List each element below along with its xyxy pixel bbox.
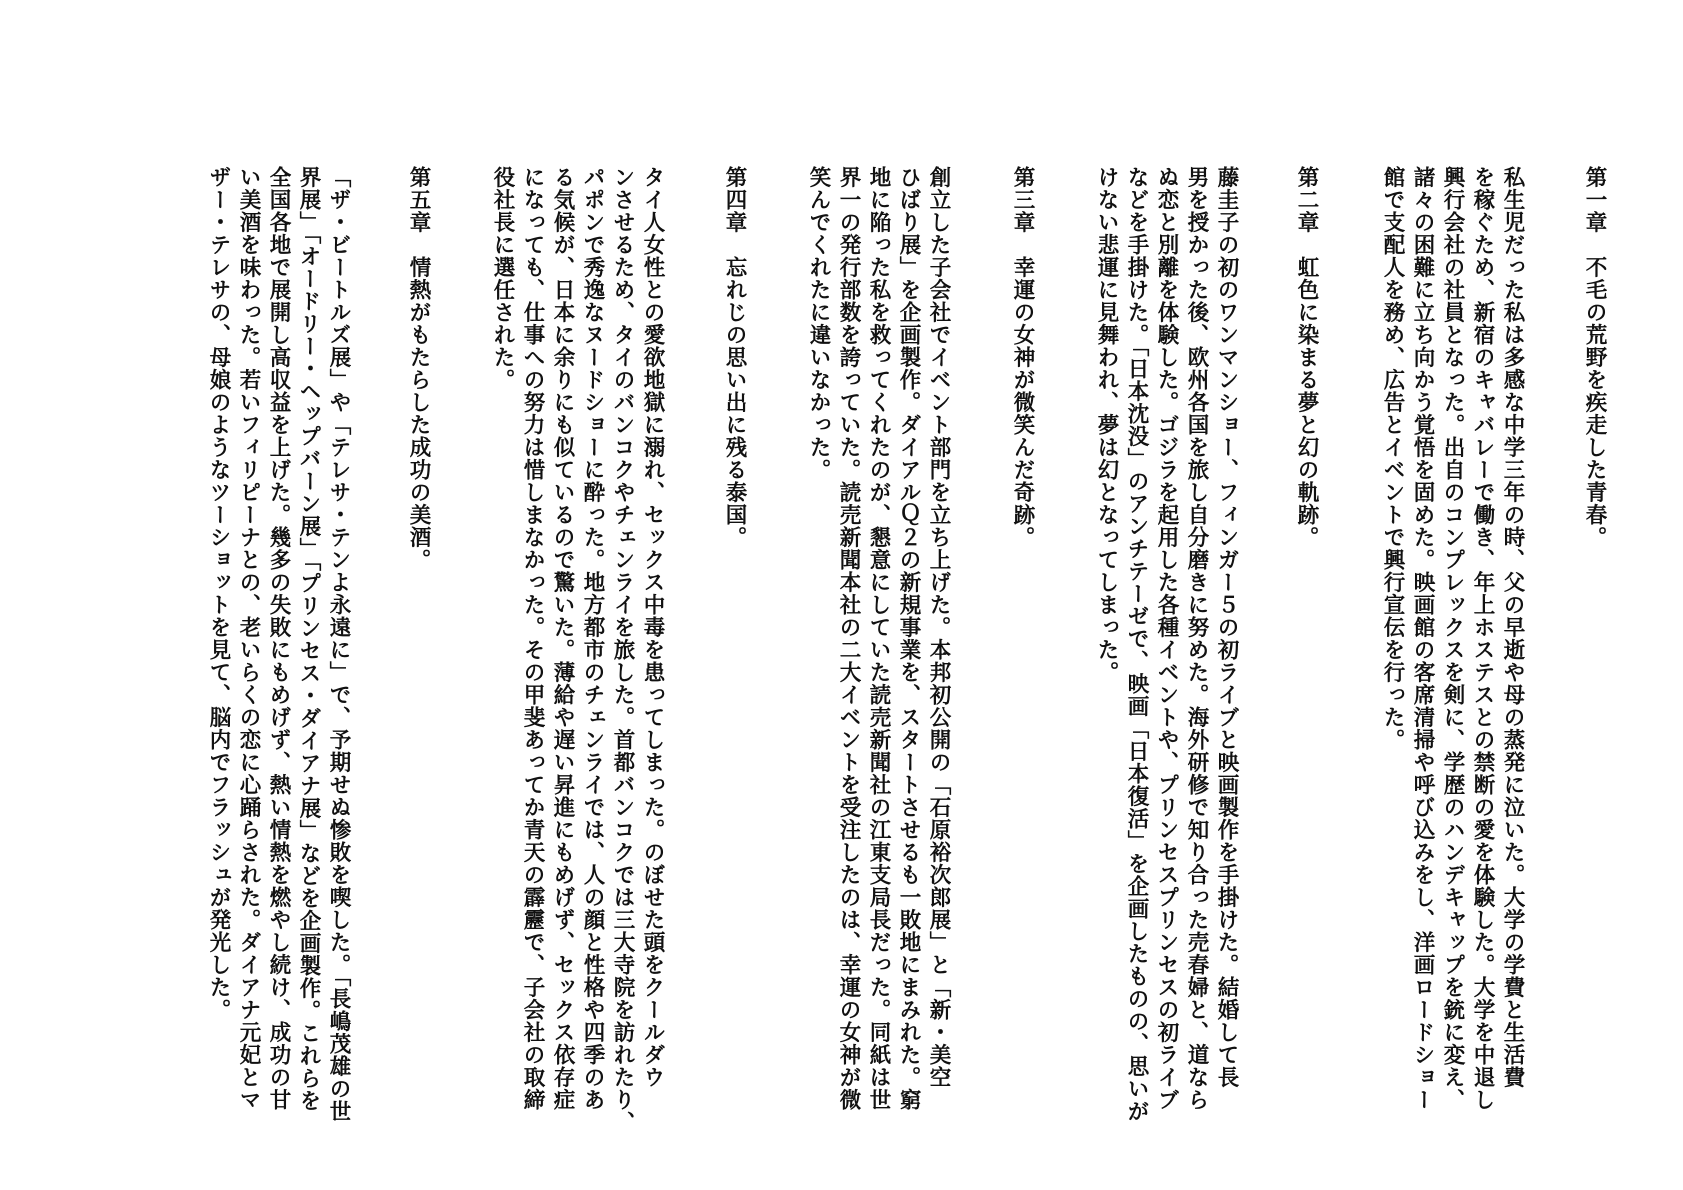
chapter-3-line: 創立した子会社でイベント部門を立ち上げた。本邦初公開の「石原裕次郎展」と「新・美空 — [926, 166, 951, 1089]
chapter-2-line: けない悲運に見舞われ、夢は幻となってしまった。 — [1094, 166, 1119, 684]
chapter-3-line: ひばり展」を企画製作。ダイアルＱ２の新規事業を、スタートさせるも一敗地にまみれた。窮 — [896, 166, 921, 1111]
chapter-3-title: 第三章 幸運の女神が微笑んだ奇跡。 — [1010, 166, 1035, 549]
chapter-5-line: 「ザ・ビートルズ展」や「テレサ・テンよ永遠に」で、予期せぬ惨敗を喫した。「長嶋茂雄の世 — [326, 166, 351, 1123]
chapter-1-line: 興行会社の社員となった。出自のコンプレックスを剣に、学歴のハンデキャップを銃に変え、 — [1440, 166, 1465, 1111]
chapter-4-line: る気候が、日本に余りにも似ているので驚いた。薄給や遅い昇進にもめげず、セックス依存症 — [550, 166, 575, 1111]
chapter-1-line: 館で支配人を務め、広告とイベントで興行宣伝を行った。 — [1380, 166, 1405, 751]
chapter-5-title: 第五章 情熱がもたらした成功の美酒。 — [406, 166, 431, 571]
chapter-1-line: 諸々の困難に立ち向かう覚悟を固めた。映画館の客席清掃や呼び込みをし、洋画ロードショー — [1410, 166, 1435, 1111]
chapter-5-line: 全国各地で展開し高収益を上げた。幾多の失敗にもめげず、熱い情熱を燃やし続け、成功の甘 — [266, 166, 291, 1111]
chapter-4-line: ンさせるため、タイのバンコクやチェンライを旅した。首都バンコクでは三大寺院を訪れたり、 — [610, 166, 635, 1134]
chapter-4-line: パポンで秀逸なヌードショーに酔った。地方都市のチェンライでは、人の顔と性格や四季のあ — [580, 166, 605, 1111]
chapter-1-title: 第一章 不毛の荒野を疾走した青春。 — [1582, 166, 1607, 549]
chapter-2-title: 第二章 虹色に染まる夢と幻の軌跡。 — [1294, 166, 1319, 549]
chapter-5-line: 界展」「オードリー・ヘップバーン展」「プリンセス・ダイアナ展」などを企画製作。これらを — [296, 166, 321, 1112]
chapter-2-line: 男を授かった後、欧州各国を旅し自分磨きに努めた。海外研修で知り合った売春婦と、道なら — [1184, 166, 1209, 1111]
chapter-1-line: 私生児だった私は多感な中学三年の時、父の早逝や母の蒸発に泣いた。大学の学費と生活費 — [1500, 166, 1525, 1089]
chapter-2-line: ぬ恋と別離を体験した。ゴジラを起用した各種イベントや、プリンセスプリンセスの初ライブ — [1154, 166, 1179, 1111]
chapter-3-line: 界一の発行部数を誇っていた。読売新聞本社の二大イベントを受注したのは、幸運の女神が微 — [836, 166, 861, 1111]
chapter-1-line: を稼ぐため、新宿のキャバレーで働き、年上ホステスとの禁断の愛を体験した。大学を中退し — [1470, 166, 1495, 1111]
chapter-4-line: になっても、仕事への努力は惜しまなかった。その甲斐あってか青天の霹靂で、子会社の取締 — [520, 166, 545, 1111]
chapter-4-line: 役社長に選任された。 — [490, 166, 515, 391]
chapter-2-line: などを手掛けた。「日本沈没」のアンチテーゼで、映画「日本復活」を企画したものの、思いが — [1124, 166, 1149, 1123]
chapter-4-line: タイ人女性との愛欲地獄に溺れ、セックス中毒を患ってしまった。のぼせた頭をクールダウ — [640, 166, 665, 1089]
chapter-5-line: ザー・テレサの、母娘のようなツーショットを見て、脳内でフラッシュが発光した。 — [206, 166, 231, 1021]
chapter-2-line: 藤圭子の初のワンマンショー、フィンガー５の初ライブと映画製作を手掛けた。結婚して長 — [1214, 166, 1239, 1089]
chapter-5-line: い美酒を味わった。若いフィリピーナとの、老いらくの恋に心踊らされた。ダイアナ元妃とマ — [236, 166, 261, 1111]
chapter-3-line: 笑んでくれたに違いなかった。 — [806, 166, 831, 481]
chapter-3-line: 地に陥った私を救ってくれたのが、懇意にしていた読売新聞社の江東支局長だった。同紙は世 — [866, 166, 891, 1111]
chapter-4-title: 第四章 忘れじの思い出に残る泰国。 — [722, 166, 747, 549]
